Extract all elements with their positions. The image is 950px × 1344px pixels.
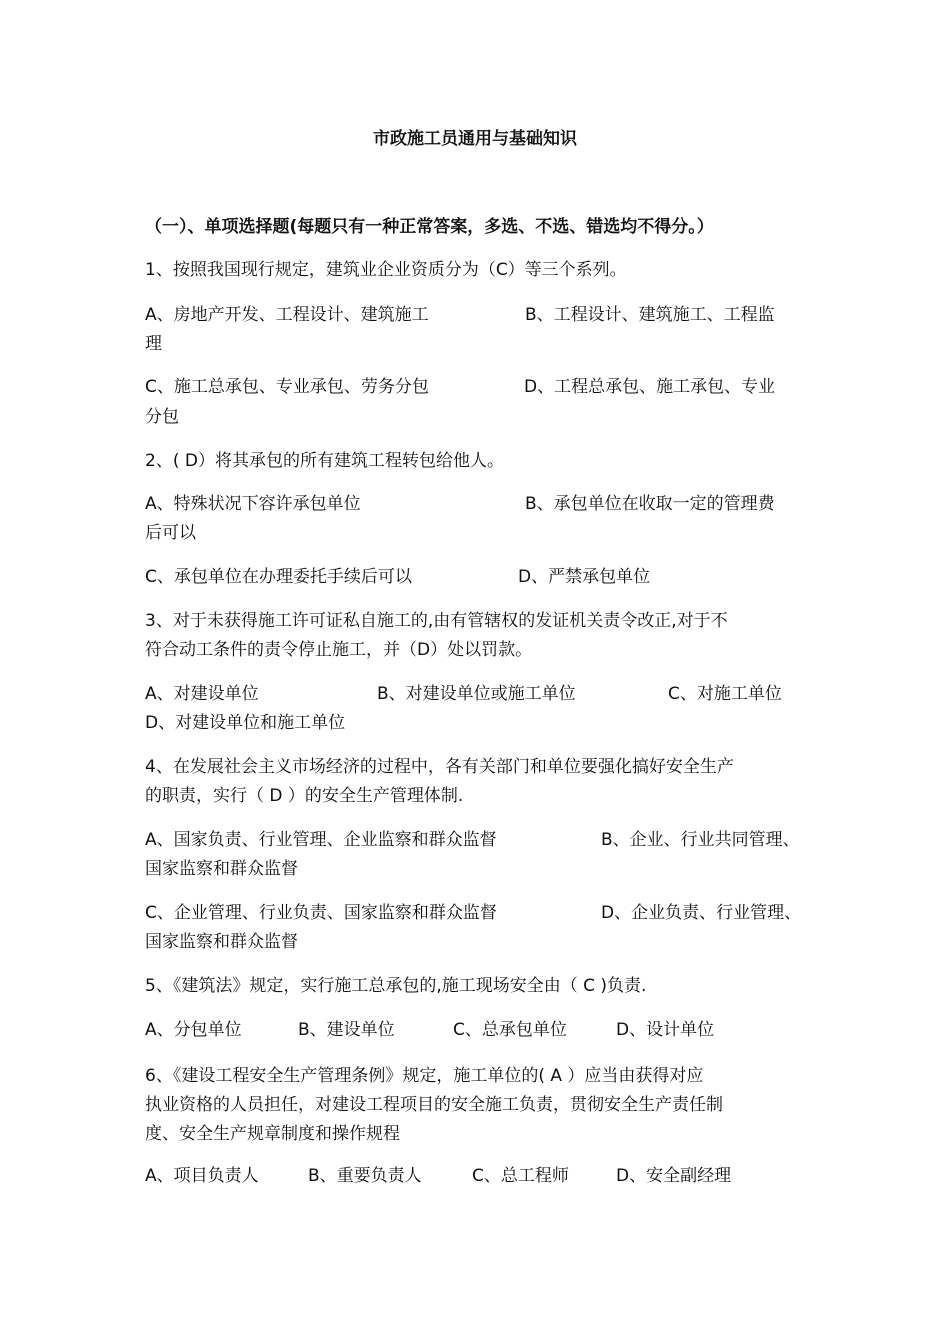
question-1-option-b-wrap: 理: [145, 334, 162, 354]
question-6-option-b: B、重要负责人: [308, 1166, 422, 1186]
question-2-option-c: C、承包单位在办理委托手续后可以: [145, 567, 412, 587]
question-1-option-b: B、工程设计、建筑施工、工程监: [525, 305, 775, 325]
question-6-stem-line-1: 6、《建设工程安全生产管理条例》规定，施工单位的( A ）应当由获得对应: [145, 1066, 704, 1086]
question-6-option-d: D、安全副经理: [616, 1166, 732, 1186]
document-title: 市政施工员通用与基础知识: [373, 129, 577, 149]
question-5-option-d: D、设计单位: [616, 1020, 715, 1040]
question-3-option-a: A、对建设单位: [145, 684, 259, 704]
question-3-option-c: C、对施工单位: [668, 684, 782, 704]
question-4-stem-line-2: 的职责，实行（ D ）的安全生产管理体制.: [145, 786, 464, 806]
question-5-option-a: A、分包单位: [145, 1020, 242, 1040]
question-2-option-b: B、承包单位在收取一定的管理费: [525, 494, 775, 514]
question-3-option-b: B、对建设单位或施工单位: [377, 684, 576, 704]
question-2-option-a: A、特殊状况下容许承包单位: [145, 494, 361, 514]
question-1-option-a: A、房地产开发、工程设计、建筑施工: [145, 305, 429, 325]
question-1-option-d: D、工程总承包、施工承包、专业: [524, 377, 776, 397]
question-4-option-b: B、企业、行业共同管理、: [601, 830, 800, 850]
question-4-option-b-wrap: 国家监察和群众监督: [145, 859, 298, 879]
question-2-stem: 2、( D）将其承包的所有建筑工程转包给他人。: [145, 451, 504, 471]
question-2-option-b-wrap: 后可以: [145, 523, 196, 543]
question-5-option-b: B、建设单位: [298, 1020, 395, 1040]
question-1-stem: 1、按照我国现行规定，建筑业企业资质分为（C）等三个系列。: [145, 260, 627, 280]
section-heading: （一）、单项选择题(每题只有一种正常答案，多选、不选、错选均不得分。）: [145, 217, 714, 237]
question-3-stem-line-2: 符合动工条件的责令停止施工，并（D）处以罚款。: [145, 640, 533, 660]
question-4-option-c: C、企业管理、行业负责、国家监察和群众监督: [145, 903, 497, 923]
question-1-option-d-wrap: 分包: [145, 407, 179, 427]
question-5-option-c: C、总承包单位: [453, 1020, 567, 1040]
question-6-stem-line-2: 执业资格的人员担任，对建设工程项目的安全施工负责，贯彻安全生产责任制: [145, 1095, 723, 1115]
question-4-option-d-wrap: 国家监察和群众监督: [145, 932, 298, 952]
question-4-stem-line-1: 4、在发展社会主义市场经济的过程中，各有关部门和单位要强化搞好安全生产: [145, 757, 734, 777]
question-5-stem: 5、《建筑法》规定，实行施工总承包的,施工现场安全由（ C )负责.: [145, 976, 647, 996]
question-3-option-d: D、对建设单位和施工单位: [145, 713, 346, 733]
question-6-option-a: A、项目负责人: [145, 1166, 259, 1186]
question-6-option-c: C、总工程师: [472, 1166, 569, 1186]
question-3-stem-line-1: 3、对于未获得施工许可证私自施工的,由有管辖权的发证机关责令改正,对于不: [145, 611, 728, 631]
question-6-stem-line-3: 度、安全生产规章制度和操作规程: [145, 1124, 400, 1144]
question-2-option-d: D、严禁承包单位: [518, 567, 651, 587]
question-4-option-d: D、企业负责、行业管理、: [601, 903, 802, 923]
question-4-option-a: A、国家负责、行业管理、企业监察和群众监督: [145, 830, 497, 850]
question-1-option-c: C、施工总承包、专业承包、劳务分包: [145, 377, 429, 397]
